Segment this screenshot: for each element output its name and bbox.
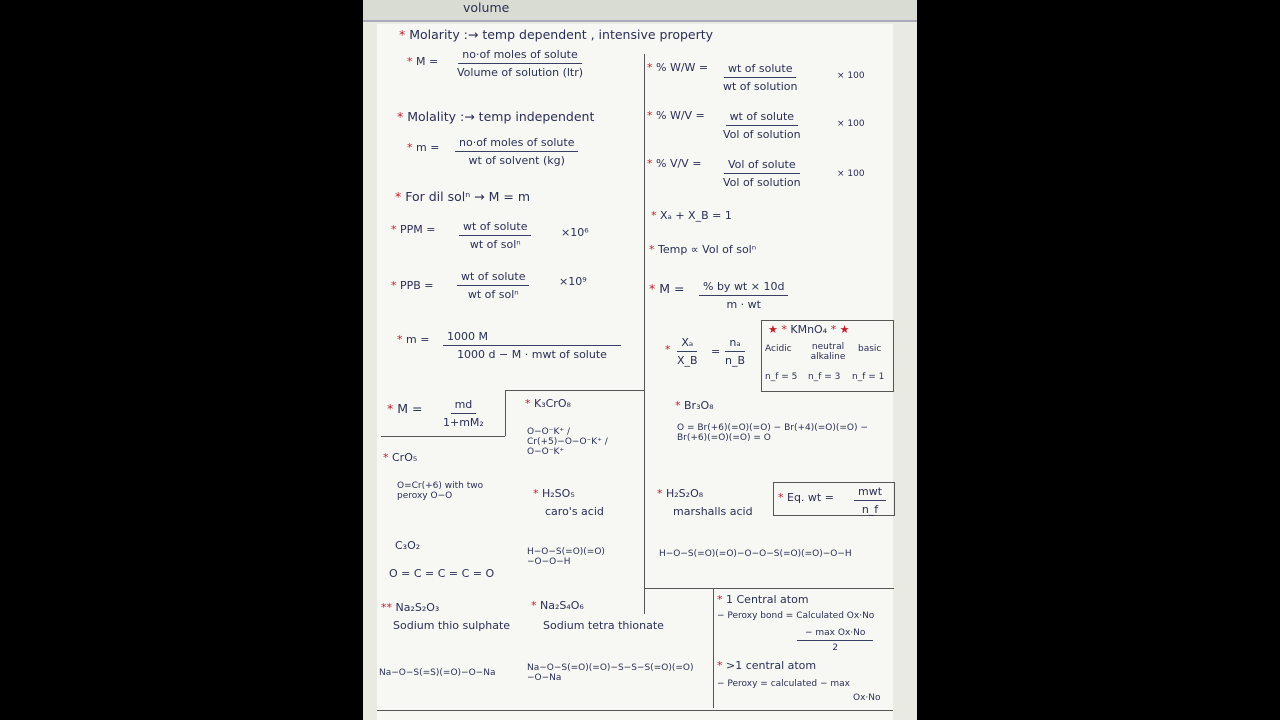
eq-wt-box bbox=[773, 482, 895, 516]
na2s4o6-title: * Na₂S₄O₆ bbox=[531, 599, 584, 612]
k3cro8-title: * K₃CrO₈ bbox=[525, 397, 571, 410]
kmno4-acidic-nf: n_f = 5 bbox=[765, 372, 798, 382]
m-formula-lhs: * m = bbox=[397, 333, 430, 346]
c3o2-structure: O = C = C = C = O bbox=[389, 567, 495, 580]
mole-fraction-sum: * Xₐ + X_B = 1 bbox=[651, 209, 732, 222]
kmno4-title: ★ * KMnO₄ * ★ bbox=[768, 323, 850, 336]
peroxy-bond-rule: − Peroxy bond = Calculated Ox·No bbox=[717, 611, 875, 621]
column-divider bbox=[644, 54, 645, 614]
vv-fraction: Vol of solute Vol of solution bbox=[723, 158, 801, 189]
eq-wt-fraction: mwt n_f bbox=[854, 485, 886, 516]
vv-multiplier: × 100 bbox=[837, 169, 865, 179]
divider bbox=[505, 390, 506, 436]
na2s4o6-name: Sodium tetra thionate bbox=[543, 619, 664, 632]
divider bbox=[381, 436, 505, 437]
dilute-solution-note: * For dil solⁿ → M = m bbox=[395, 189, 531, 204]
divider bbox=[644, 588, 894, 589]
na2s2o3-name: Sodium thio sulphate bbox=[393, 619, 511, 632]
strip-text: volume bbox=[463, 0, 510, 15]
h2s2o8-name: marshalls acid bbox=[673, 505, 753, 518]
divider bbox=[713, 588, 714, 708]
ratio-equals: = bbox=[711, 345, 721, 358]
molality-heading: * Molality :→ temp independent bbox=[397, 109, 595, 124]
kmno4-basic: basic bbox=[858, 344, 882, 354]
peroxy-multi-rule-2: Ox·No bbox=[853, 693, 881, 703]
multi-central-atom: * >1 central atom bbox=[717, 659, 817, 672]
ww-fraction: wt of solute wt of solution bbox=[723, 62, 798, 93]
previous-page-strip bbox=[363, 0, 917, 22]
kmno4-neutral: neutral alkaline bbox=[810, 342, 846, 362]
wv-lhs: * % W/V = bbox=[647, 109, 705, 122]
ppm-lhs: * PPM = bbox=[391, 223, 436, 236]
M-wt-lhs: * M = bbox=[649, 281, 685, 296]
ratio-rhs: $\frac{\text{nₐ}}{n\_B}$ bbox=[725, 336, 746, 367]
ppm-multiplier: ×10⁶ bbox=[561, 226, 589, 239]
molarity-fraction: no·of moles of solute Volume of solution (ltr) bbox=[457, 48, 584, 79]
na2s2o3-title: ** Na₂S₂O₃ bbox=[381, 601, 440, 614]
ppb-fraction: wt of solute wt of solⁿ bbox=[457, 270, 529, 301]
kmno4-neutral-nf: n_f = 3 bbox=[808, 372, 841, 382]
br3o8-title: * Br₃O₈ bbox=[675, 399, 714, 412]
kmno4-basic-nf: n_f = 1 bbox=[852, 372, 885, 382]
molarity-lhs: * M = bbox=[407, 55, 439, 68]
one-central-atom: * 1 Central atom bbox=[717, 593, 809, 606]
h2s2o8-title: * H₂S₂O₈ bbox=[657, 487, 704, 500]
na2s4o6-structure: Na−O−S(=O)(=O)−S−S−S(=O)(=O)−O−Na bbox=[527, 663, 694, 683]
bottom-divider bbox=[377, 710, 893, 711]
ppb-multiplier: ×10⁹ bbox=[559, 275, 587, 288]
molality-lhs: * m = bbox=[407, 141, 440, 154]
notes-photo bbox=[363, 0, 917, 720]
wv-fraction: wt of solute Vol of solution bbox=[723, 110, 801, 141]
ww-multiplier: × 100 bbox=[837, 71, 865, 81]
temp-volume-relation: * Temp ∝ Vol of solⁿ bbox=[649, 243, 757, 256]
ratio-star: * bbox=[665, 343, 671, 356]
M-formula-lhs: * M = bbox=[387, 401, 423, 416]
peroxy-fraction: − max Ox·No 2 bbox=[797, 628, 873, 653]
ww-lhs: * % W/W = bbox=[647, 61, 709, 74]
kmno4-box bbox=[761, 320, 894, 392]
br3o8-structure: O = Br(+6)(=O)(=O) − Br(+4)(=O)(=O) − Br(+6)(=O)(=O) = O bbox=[677, 423, 868, 443]
peroxy-multi-rule: − Peroxy = calculated − max bbox=[717, 679, 850, 689]
ratio-lhs: $\frac{\text{Xₐ}}{X\_B}$ bbox=[677, 336, 698, 367]
h2s2o8-structure: H−O−S(=O)(=O)−O−O−S(=O)(=O)−O−H bbox=[659, 549, 852, 559]
h2so5-name: caro's acid bbox=[545, 505, 604, 518]
ppb-lhs: * PPB = bbox=[391, 279, 434, 292]
k3cro8-structure: O−O⁻K⁺ / Cr(+5)−O−O⁻K⁺ / O−O⁻K⁺ bbox=[527, 427, 608, 457]
molarity-heading: * Molarity :→ temp dependent , intensive property bbox=[399, 27, 714, 42]
eq-wt-lhs: * Eq. wt = bbox=[778, 491, 834, 504]
cro5-title: * CrO₅ bbox=[383, 451, 418, 464]
kmno4-acidic: Acidic bbox=[765, 344, 792, 354]
notes-sheet bbox=[377, 24, 893, 720]
wv-multiplier: × 100 bbox=[837, 119, 865, 129]
M-formula-fraction: $\frac{md}{\text{1+mM₂}}$ bbox=[443, 398, 484, 429]
vv-lhs: * % V/V = bbox=[647, 157, 702, 170]
h2so5-title: * H₂SO₅ bbox=[533, 487, 575, 500]
cro5-structure: O=Cr(+6) with two peroxy O−O bbox=[397, 481, 484, 501]
molality-fraction: no·of moles of solute wt of solvent (kg) bbox=[455, 136, 578, 167]
divider bbox=[505, 390, 644, 391]
h2so5-structure: H−O−S(=O)(=O)−O−O−H bbox=[527, 547, 605, 567]
c3o2-title: C₃O₂ bbox=[395, 539, 421, 552]
M-wt-fraction: $\frac{\text{\% by wt × 10d}}{m \cdot wt}$ bbox=[699, 280, 788, 311]
na2s2o3-structure: Na−O−S(=S)(=O)−O−Na bbox=[379, 668, 496, 678]
ppm-fraction: wt of solute wt of solⁿ bbox=[459, 220, 531, 251]
m-formula-fraction: 1000 M 1000 d − M · mwt of solute bbox=[443, 330, 621, 361]
